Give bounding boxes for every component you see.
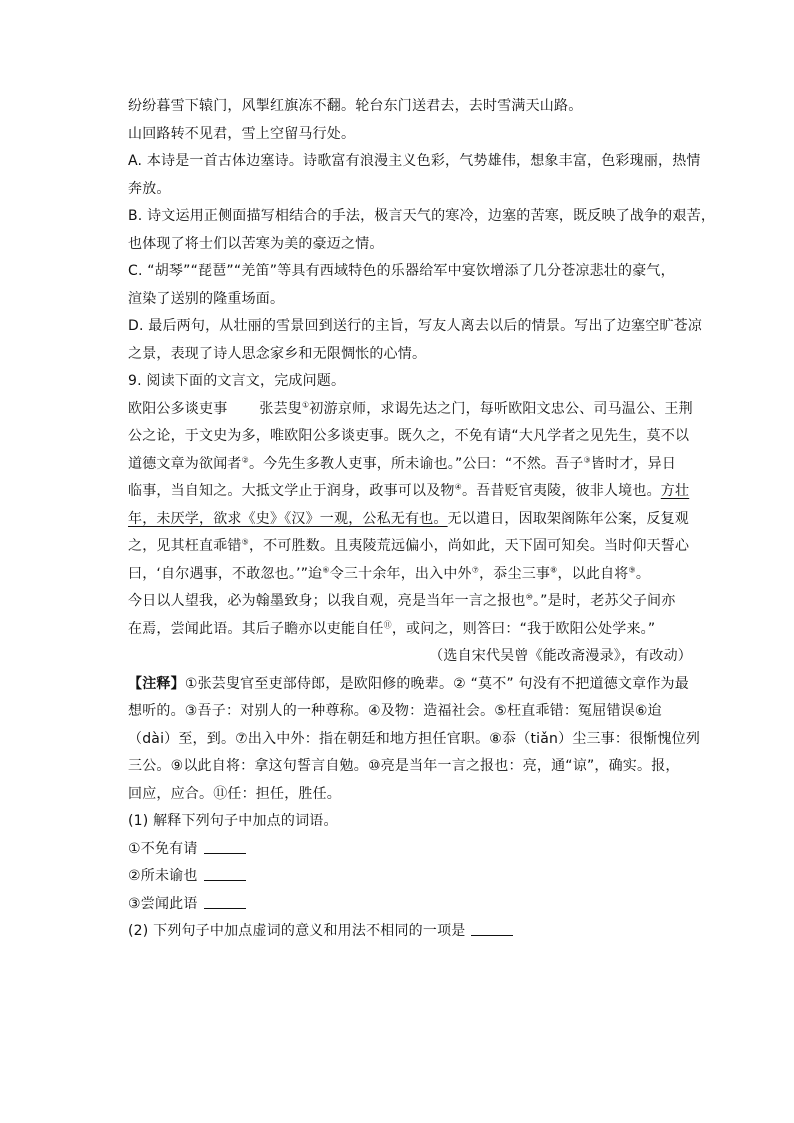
passage-line-6: 之，见其枉直乖错⑤，不可胜数。且夷陵荒远偏小，尚如此，天下固可知矣。当时仰天誓心 (128, 537, 690, 554)
option-b-line-1: B. 诗文运用正侧面描写相结合的手法，极言天气的寒冷，边塞的苦寒，既反映了战争的艰苦， (128, 208, 716, 224)
footnote-mark-11: ⑪ (383, 619, 392, 629)
document-page (128, 93, 716, 946)
answer-blank[interactable] (204, 839, 246, 854)
option-a-line-2: 奔放。 (128, 180, 171, 197)
notes-line-5: 回应，应合。⑪任：担任，胜任。 (128, 785, 341, 802)
footnote-mark-10: ⑩ (525, 592, 533, 602)
passage-line-3: 道德文章为欲闻者②。今先生多教人吏事，所未谕也。”公曰：“不然。吾子③皆时才，异日 (128, 454, 677, 472)
footnote-mark-3: ③ (583, 454, 591, 464)
subquestion-2-prompt: (2) 下列句子中加点虚词的意义和用法不相同的一项是 (128, 918, 694, 946)
passage-line-7: 曰，‘自尔遇事，不敢忽也。’”迨⑥令三十余年，出入中外⑦，忝尘三事⑧，以此自将⑨。 (128, 564, 651, 582)
question-9-heading: 9. 阅读下面的文言文，完成问题。 (128, 373, 346, 389)
footnote-mark-7: ⑦ (471, 564, 480, 574)
subquestion-1-item-1: ①不免有请 (128, 836, 694, 864)
passage-line-5: 年，未厌学，欲求《史》《汉》一观，公私无有也。无以遣日，因取架阁陈年公案，反复观 (128, 510, 690, 527)
underlined-sentence-start: 方壮 (660, 483, 690, 499)
passage-line-9: 在焉，尝闻此语。其后子瞻亦以吏能自任⑪，或问之，则答曰：“我于欧阳公处学来。” (128, 619, 656, 637)
subquestion-1-item-3: ③尝闻此语 (128, 891, 694, 919)
footnote-mark-1: ① (302, 399, 310, 409)
passage-line-1: 欧阳公多谈吏事 张芸叟①初游京师，求谒先达之门，每听欧阳文忠公、司马温公、王荆 (128, 399, 693, 417)
footnote-mark-6: ⑥ (322, 564, 330, 574)
option-a-line-1: A. 本诗是一首古体边塞诗。诗歌富有浪漫主义色彩，气势雄伟，想象丰富，色彩瑰丽，热情 (128, 153, 701, 169)
poem-line-1: 纷纷暮雪下辕门，风掣红旗冻不翻。轮台东门送君去，去时雪满天山路。 (128, 98, 583, 114)
notes-line-3: （dài）至，到。⑦出入中外：指在朝廷和地方担任官职。⑧忝（tiǎn）尘三事：很惭愧位列 (128, 730, 701, 747)
passage-line-2: 公之论，于文史为多，唯欧阳公多谈吏事。既久之，不免有请“大凡学者之见先生，莫不以 (128, 428, 690, 444)
subquestion-1-item-2: ②所未谕也 (128, 863, 694, 891)
answer-blank[interactable] (204, 866, 246, 881)
passage-line-4: 临事，当自知之。大抵文学止于润身，政事可以及物④。吾昔贬官夷陵，彼非人境也。方壮 (128, 482, 690, 499)
notes-line-4: 三公。⑨以此自将：拿这句誓言自勉。⑩亮是当年一言之报也：亮，通“谅”，确实。报， (128, 758, 680, 774)
option-d-line-1: D. 最后两句，从壮丽的雪景回到送行的主旨，写友人离去以后的情景。写出了边塞空旷苍凉 (128, 318, 703, 334)
option-d-line-2: 之景，表现了诗人思念家乡和无限惆怅的心情。 (128, 345, 427, 362)
answer-blank[interactable] (471, 921, 513, 936)
answer-blank[interactable] (204, 894, 246, 909)
footnote-mark-4: ④ (454, 482, 462, 492)
passage-line-8: 今日以人望我，必为翰墨致身；以我自观，亮是当年一言之报也⑩。”是时，老苏父子间亦 (128, 592, 676, 609)
option-b-line-2: 也体现了将士们以苦寒为美的豪迈之情。 (128, 235, 384, 252)
option-c-line-1: C. “胡琴”“琵琶”“羌笛”等具有西域特色的乐器给军中宴饮增添了几分苍凉悲壮的豪气， (128, 263, 675, 279)
subquestion-1-prompt: (1) 解释下列句子中加点的词语。 (128, 813, 338, 829)
footnote-mark-2: ② (241, 454, 249, 464)
passage-title: 欧阳公多谈吏事 (128, 400, 228, 417)
footnote-mark-8: ⑧ (550, 564, 558, 574)
footnote-mark-9: ⑨ (628, 564, 636, 574)
poem-line-2: 山回路转不见君，雪上空留马行处。 (128, 125, 356, 142)
passage-source: （选自宋代吴曾《能改斋漫录》，有改动） (429, 648, 692, 664)
option-c-line-2: 渲染了送别的隆重场面。 (128, 290, 285, 307)
notes-line-2: 想听的。③吾子：对别人的一种尊称。④及物：造福社会。⑤枉直乖错：冤屈错误⑥迨 (128, 703, 662, 719)
underlined-sentence-end: 年，未厌学，欲求《史》《汉》一观，公私无有也。 (128, 510, 448, 527)
notes-label: 【注释】 (128, 675, 185, 692)
footnote-mark-5: ⑤ (241, 537, 249, 547)
notes-line-1: 【注释】①张芸叟官至吏部侍郎，是欧阳修的晚辈。② “莫不” 句没有不把道德文章作为最 (128, 675, 689, 692)
